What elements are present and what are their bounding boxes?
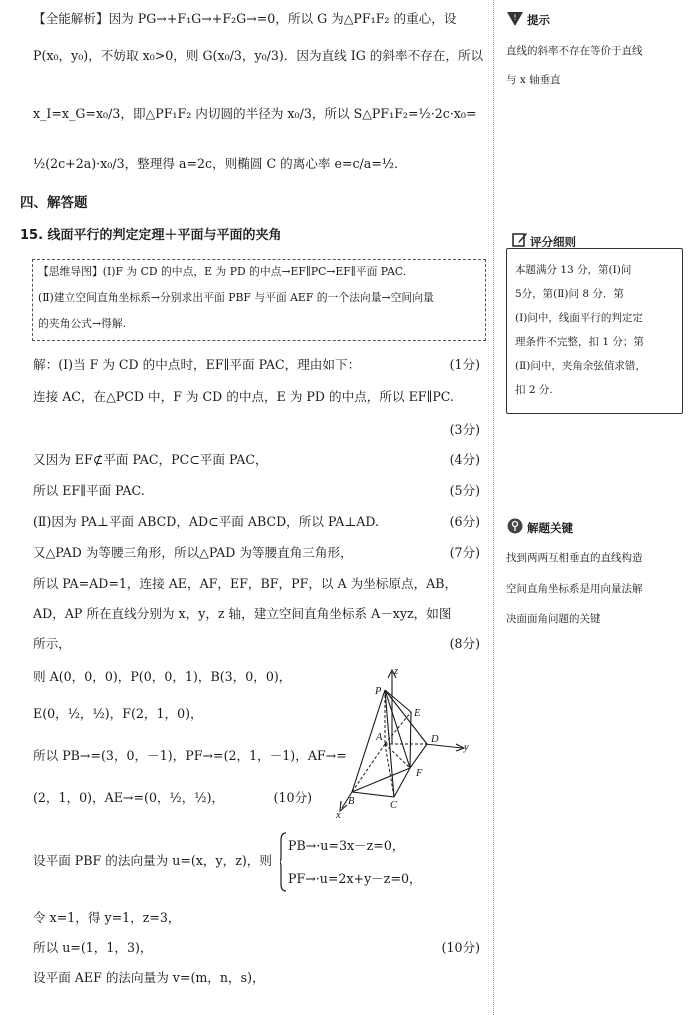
hint-title: 提示 <box>527 13 550 27</box>
scoring-line-2: 5分，第(Ⅱ)问 8 分．第 <box>515 288 624 300</box>
scoring-box <box>506 248 683 414</box>
step-16: 令 x=1，得 y=1，z=3， <box>33 910 181 925</box>
label-F: F <box>416 768 423 779</box>
system-eq-1: PB→·u=3x－z=0， <box>288 838 405 853</box>
step-10: 所示， <box>33 636 71 651</box>
label-z: z <box>394 666 399 677</box>
key-line-3: 决面面角问题的关键 <box>506 613 601 625</box>
key-icon <box>507 518 523 538</box>
step-14: (2，1，0)，AE→=(0，½，½)， <box>33 790 225 805</box>
step-17: 所以 u=(1，1，3)， <box>33 940 153 955</box>
label-C: C <box>390 800 398 811</box>
pyramid-figure <box>330 662 480 822</box>
mind-map-line-2: (Ⅱ)建立空间直角坐标系→分别求出平面 PBF 与平面 AEF 的一个法向量→空间向量 <box>38 291 434 304</box>
step-11: 则 A(0，0，0)，P(0，0，1)，B(3，0，0)， <box>33 669 292 684</box>
label-B: B <box>348 796 355 807</box>
mind-map-line-3: 的夹角公式→得解. <box>38 317 127 330</box>
step-8: 所以 PA=AD=1，连接 AE，AF，EF，BF，PF，以 A 为坐标原点，AB， <box>33 576 458 591</box>
scoring-title: 评分细则 <box>530 235 576 249</box>
system-eq-2: PF→·u=2x+y－z=0， <box>288 871 422 886</box>
step-3-score: (3分) <box>449 422 480 437</box>
step-2: 连接 AC，在△PCD 中，F 为 CD 的中点，E 为 PD 的中点，所以 EF∥PC. <box>33 389 454 404</box>
step-6-score: (6分) <box>449 514 480 529</box>
step-18: 设平面 AEF 的法向量为 v=(m，n，s)， <box>33 970 265 985</box>
scoring-line-3: (Ⅰ)问中，线面平行的判定定 <box>515 312 643 324</box>
step-7-score: (7分) <box>449 545 480 560</box>
mind-map-line-1: 【思维导图】(Ⅰ)F 为 CD 的中点，E 为 PD 的中点→EF∥PC→EF∥平面 PAC. <box>38 265 407 278</box>
step-6: (Ⅱ)因为 PA⊥平面 ABCD，AD⊂平面 ABCD，所以 PA⊥AD. <box>33 514 379 529</box>
system-brace <box>280 832 286 892</box>
problem-heading: 15. 线面平行的判定定理＋平面与平面的夹角 <box>20 228 282 243</box>
label-A: A <box>376 732 383 743</box>
scoring-line-1: 本题满分 13 分，第(Ⅰ)问 <box>515 264 632 276</box>
key-line-2: 空间直角坐标系是用向量法解 <box>506 583 643 595</box>
mind-map-box <box>32 259 486 341</box>
step-17-score: (10分) <box>441 940 480 955</box>
solution-line-2: P(x₀，y₀)，不妨取 x₀>0，则 G(x₀/3，y₀/3)．因为直线 IG 的斜率不存在，所以 <box>33 48 484 63</box>
step-1-score: (1分) <box>449 357 480 372</box>
step-10-score: (8分) <box>449 636 480 651</box>
step-14-score: (10分) <box>273 790 312 805</box>
hint-line-1: 直线的斜率不存在等价于直线 <box>506 45 643 57</box>
solution-line-4: ½(2c+2a)·x₀/3，整理得 a=2c，则椭圆 C 的离心率 e=c/a=½. <box>33 156 399 171</box>
scoring-line-6: 扣 2 分. <box>515 384 553 396</box>
solution-line-1: 【全能解析】因为 PG→+F₁G→+F₂G→=0，所以 G 为△PF₁F₂ 的重心，设 <box>33 11 457 26</box>
svg-text:!: ! <box>513 13 517 22</box>
step-9: AD，AP 所在直线分别为 x，y，z 轴，建立空间直角坐标系 A－xyz，如图 <box>33 606 452 621</box>
step-5-score: (5分) <box>449 483 480 498</box>
step-4: 又因为 EF⊄平面 PAC，PC⊂平面 PAC， <box>33 452 268 467</box>
sidebar <box>500 0 692 1015</box>
hint-line-2: 与 x 轴垂直 <box>506 74 561 86</box>
key-title: 解题关键 <box>527 521 573 535</box>
step-13: 所以 PB→=(3，0，－1)，PF→=(2，1，－1)，AF→= <box>33 748 347 763</box>
label-x: x <box>336 810 341 821</box>
scoring-line-5: (Ⅱ)问中，夹角余弦值求错， <box>515 360 646 372</box>
key-line-1: 找到两两互相垂直的直线构造 <box>506 552 643 564</box>
label-E: E <box>414 708 421 719</box>
label-D: D <box>431 734 439 745</box>
step-15: 设平面 PBF 的法向量为 u=(x，y，z)，则 <box>33 853 272 868</box>
label-y: y <box>464 742 469 753</box>
step-5: 所以 EF∥平面 PAC. <box>33 483 145 498</box>
solution-line-3: x_I=x_G=x₀/3，即△PF₁F₂ 内切圆的半径为 x₀/3，所以 S△PF₁F₂=½·2c·x₀= <box>33 106 477 121</box>
label-P: P <box>375 686 382 697</box>
scoring-line-4: 理条件不完整，扣 1 分；第 <box>515 336 644 348</box>
step-1: 解：(Ⅰ)当 F 为 CD 的中点时，EF∥平面 PAC，理由如下： <box>33 357 361 372</box>
section-heading: 四、解答题 <box>20 195 88 211</box>
step-7: 又△PAD 为等腰三角形，所以△PAD 为等腰直角三角形， <box>33 545 353 560</box>
column-divider <box>493 0 494 1015</box>
step-12: E(0，½，½)，F(2，1，0)， <box>33 706 203 721</box>
hint-icon <box>506 11 524 31</box>
step-4-score: (4分) <box>449 452 480 467</box>
